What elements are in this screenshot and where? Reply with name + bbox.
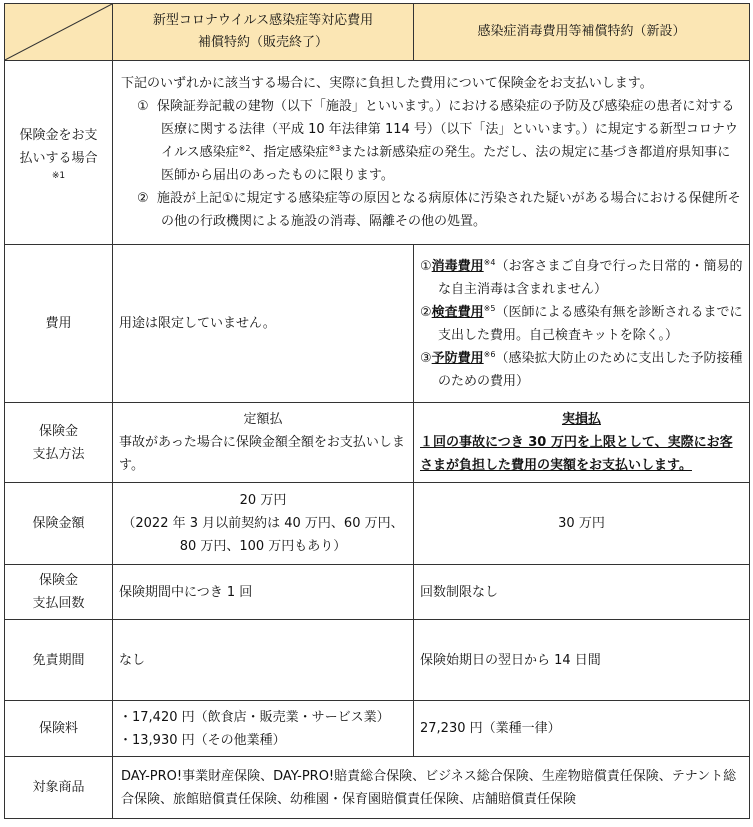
payment-method-new-title: 実損払	[561, 412, 601, 427]
note-6: ※6	[483, 349, 496, 359]
case-1-text-a: 保険証券記載の建物（以下「施設」といいます。）における感染症の予防及び感染症の患者に対する医療に関する法律（平成 10 年法律第 114 号）（以下「法」といいます。）に規定する新型コロナウイルス感染症	[156, 99, 738, 160]
payment-method-new-desc: １回の事故につき 30 万円を上限として、実際にお客さまが負担した費用の実額をお支払いします。	[420, 435, 733, 473]
payment-method-old	[113, 403, 414, 483]
label-products: 対象商品	[5, 757, 113, 819]
corner-cell	[5, 4, 113, 61]
case-2-marker: ②	[137, 191, 149, 206]
count-old: 保険期間中につき 1 回	[113, 565, 414, 620]
expense-prevention-title: 予防費用	[431, 350, 484, 366]
payment-case-2	[121, 187, 741, 233]
row-exemption	[5, 620, 750, 701]
note-2: ※2	[238, 144, 251, 153]
note-3: ※3	[328, 144, 341, 153]
payment-method-old-desc: 事故があった場合に保険金額全額をお支払いします。	[119, 435, 405, 473]
expense-prevention	[420, 347, 743, 393]
expense-disinfection	[420, 255, 743, 301]
expense-testing-title: 検査費用	[431, 304, 484, 320]
label-exemption: 免責期間	[5, 620, 113, 701]
premium-old	[113, 701, 414, 757]
header-old-line2: 補償特約（販売終了）	[197, 35, 328, 50]
expense-prevention-desc: （感染拡大防止のために支出した予防接種のための費用）	[438, 350, 743, 389]
label-payment-cases-line2: 払いする場合	[19, 150, 98, 166]
label-amount: 保険金額	[5, 483, 113, 565]
case-1-marker: ①	[137, 99, 149, 114]
premium-old-line2: ・13,930 円（その他業種）	[119, 732, 286, 748]
label-expenses: 費用	[5, 245, 113, 403]
payment-case-1	[121, 95, 741, 187]
diagonal-line	[5, 4, 112, 60]
header-new-rider: 感染症消毒費用等補償特約（新設）	[414, 4, 750, 61]
label-payment-cases	[5, 61, 113, 245]
row-products	[5, 757, 750, 819]
expense-disinfection-desc: （お客さまご自身で行った日常的・簡易的な自主消毒は含まれません）	[438, 258, 743, 297]
row-payment-cases	[5, 61, 750, 245]
expenses-new	[414, 245, 750, 403]
case-1-text-c: または新感染症の発生。ただし、法の規定に基づき都道府県知事に医師から届出のあったものに限ります。	[161, 145, 731, 183]
label-payment-method-line2: 支払方法	[32, 446, 85, 462]
header-row	[5, 4, 750, 61]
amount-old-main: 20 万円	[239, 493, 287, 508]
header-old-rider	[113, 4, 414, 61]
label-premium: 保険料	[5, 701, 113, 757]
note-4: ※4	[483, 257, 496, 267]
label-count-line1: 保険金	[38, 573, 78, 588]
expense-testing-desc: （医師による感染有無を診断されるまでに支出した費用。自己検査キットを除く。）	[438, 304, 743, 343]
note-5: ※5	[483, 303, 496, 313]
premium-old-line1: ・17,420 円（飲食店・販売業・サービス業）	[119, 709, 390, 725]
amount-old-note: （2022 年 3 月以前契約は 40 万円、60 万円、80 万円、100 万円もあり）	[122, 516, 404, 554]
expenses-old: 用途は限定していません。	[113, 245, 414, 403]
case-2-text: 施設が上記①に規定する感染症等の原因となる病原体に汚染された疑いがある場合における保健所その他の行政機関による施設の消毒、隔離その他の処置。	[156, 191, 741, 229]
row-count	[5, 565, 750, 620]
payment-cases-intro: 下記のいずれかに該当する場合に、実際に負担した費用について保険金をお支払いします。	[121, 76, 653, 91]
label-payment-method-line1: 保険金	[38, 423, 78, 439]
products-list: DAY-PRO!事業財産保険、DAY-PRO!賠責総合保険、ビジネス総合保険、生産物賠償責任保険、テナント総合保険、旅館賠償責任保険、幼稚園・保育園賠償責任保険、店舗賠償責任保険	[113, 757, 750, 819]
header-old-line1: 新型コロナウイルス感染症等対応費用	[152, 13, 374, 28]
row-amount	[5, 483, 750, 565]
count-new: 回数制限なし	[414, 565, 750, 620]
expense-disinfection-num: ①	[420, 258, 432, 274]
payment-cases-content	[113, 61, 750, 245]
label-payment-method	[5, 403, 113, 483]
expense-testing-num: ②	[420, 304, 432, 320]
exemption-new: 保険始期日の翌日から 14 日間	[414, 620, 750, 701]
payment-method-old-title: 定額払	[243, 412, 283, 427]
case-1-text-b: 、指定感染症	[250, 145, 329, 160]
expense-prevention-num: ③	[420, 350, 432, 366]
premium-new: 27,230 円（業種一律）	[414, 701, 750, 757]
exemption-old: なし	[113, 620, 414, 701]
expense-testing	[420, 301, 743, 347]
label-payment-cases-line1: 保険金をお支	[19, 127, 98, 143]
expense-disinfection-title: 消毒費用	[431, 258, 484, 274]
label-count-line2: 支払回数	[32, 596, 85, 611]
amount-new: 30 万円	[414, 483, 750, 565]
row-payment-method	[5, 403, 750, 483]
comparison-table	[4, 3, 750, 819]
row-premium	[5, 701, 750, 757]
row-expenses	[5, 245, 750, 403]
label-count	[5, 565, 113, 620]
amount-old	[113, 483, 414, 565]
label-payment-cases-note: ※1	[51, 170, 66, 181]
payment-method-new	[414, 403, 750, 483]
